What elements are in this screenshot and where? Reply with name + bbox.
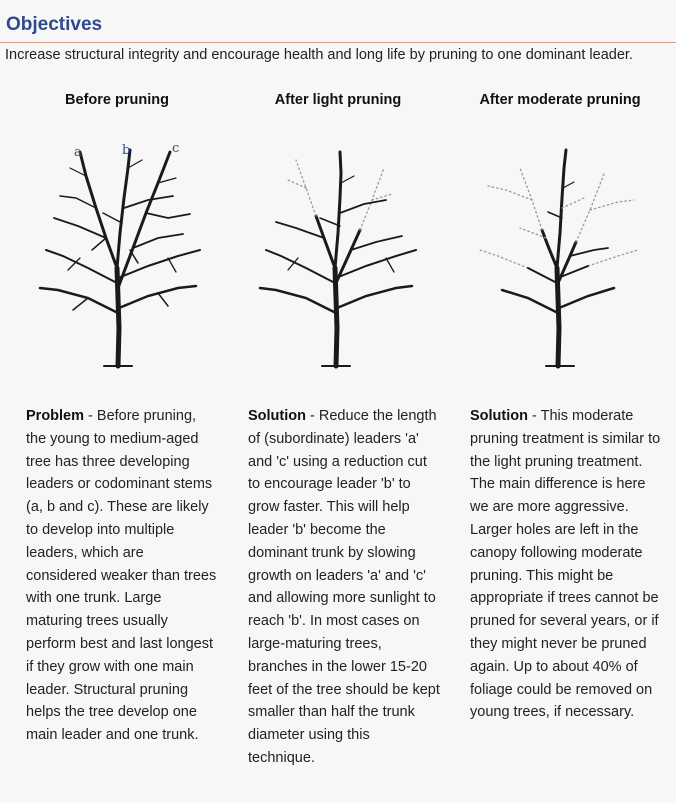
before-pruning-description xyxy=(26,405,218,747)
light-pruning-tree-illustration xyxy=(236,138,436,374)
label-a: a xyxy=(74,145,82,160)
objectives-intro: Increase structural integrity and encourage health and long life by pruning to one dominant leader. xyxy=(5,47,633,63)
problem-label: Problem xyxy=(26,408,85,424)
light-pruning-text: - Reduce the length of (subordinate) leaders 'a' and 'c' using a reduction cut to encourage leader 'b' to grow faster. This will help leader 'b' become the dominant trunk by slowing growth on leaders 'a' and 'c' and allowing more sunlight to reach 'b'. In most cases on large-maturing trees, branches in the lower 15-20 feet of the tree should be kept smaller than half the trunk diameter using this technique. xyxy=(248,408,440,766)
moderate-pruning-tree-illustration xyxy=(458,138,658,374)
solution-label: Solution xyxy=(248,408,306,424)
moderate-pruning-text: - This moderate pruning treatment is similar to the light pruning treatment. The main difference is here we are more aggressive. Larger holes are left in the canopy following moderate pruning. This might be appropriate if trees cannot be pruned for several years, or if they might never be pruned again. Up to about 40% of foliage could be removed on young trees, if necessary. xyxy=(470,408,661,721)
light-pruning-description xyxy=(248,405,440,770)
label-b: b xyxy=(122,143,131,158)
section-divider xyxy=(0,42,676,43)
before-pruning-tree-illustration xyxy=(18,138,218,374)
section-title: Objectives xyxy=(6,14,103,35)
before-pruning-title: Before pruning xyxy=(65,92,169,108)
label-c: c xyxy=(172,141,180,156)
moderate-pruning-description xyxy=(470,405,662,724)
solution-label: Solution xyxy=(470,408,528,424)
moderate-pruning-title: After moderate pruning xyxy=(479,92,641,108)
before-pruning-text: - Before pruning, the young to medium-aged tree has three developing leaders or codominant stems (a, b and c). These are likely to develop into multiple leaders, which are considered weaker than trees with one trunk. Large maturing trees usually perform best and last longest if they grow with one main leader. Structural pruning helps the tree develop one main leader and one trunk. xyxy=(26,408,217,744)
light-pruning-title: After light pruning xyxy=(274,92,402,108)
